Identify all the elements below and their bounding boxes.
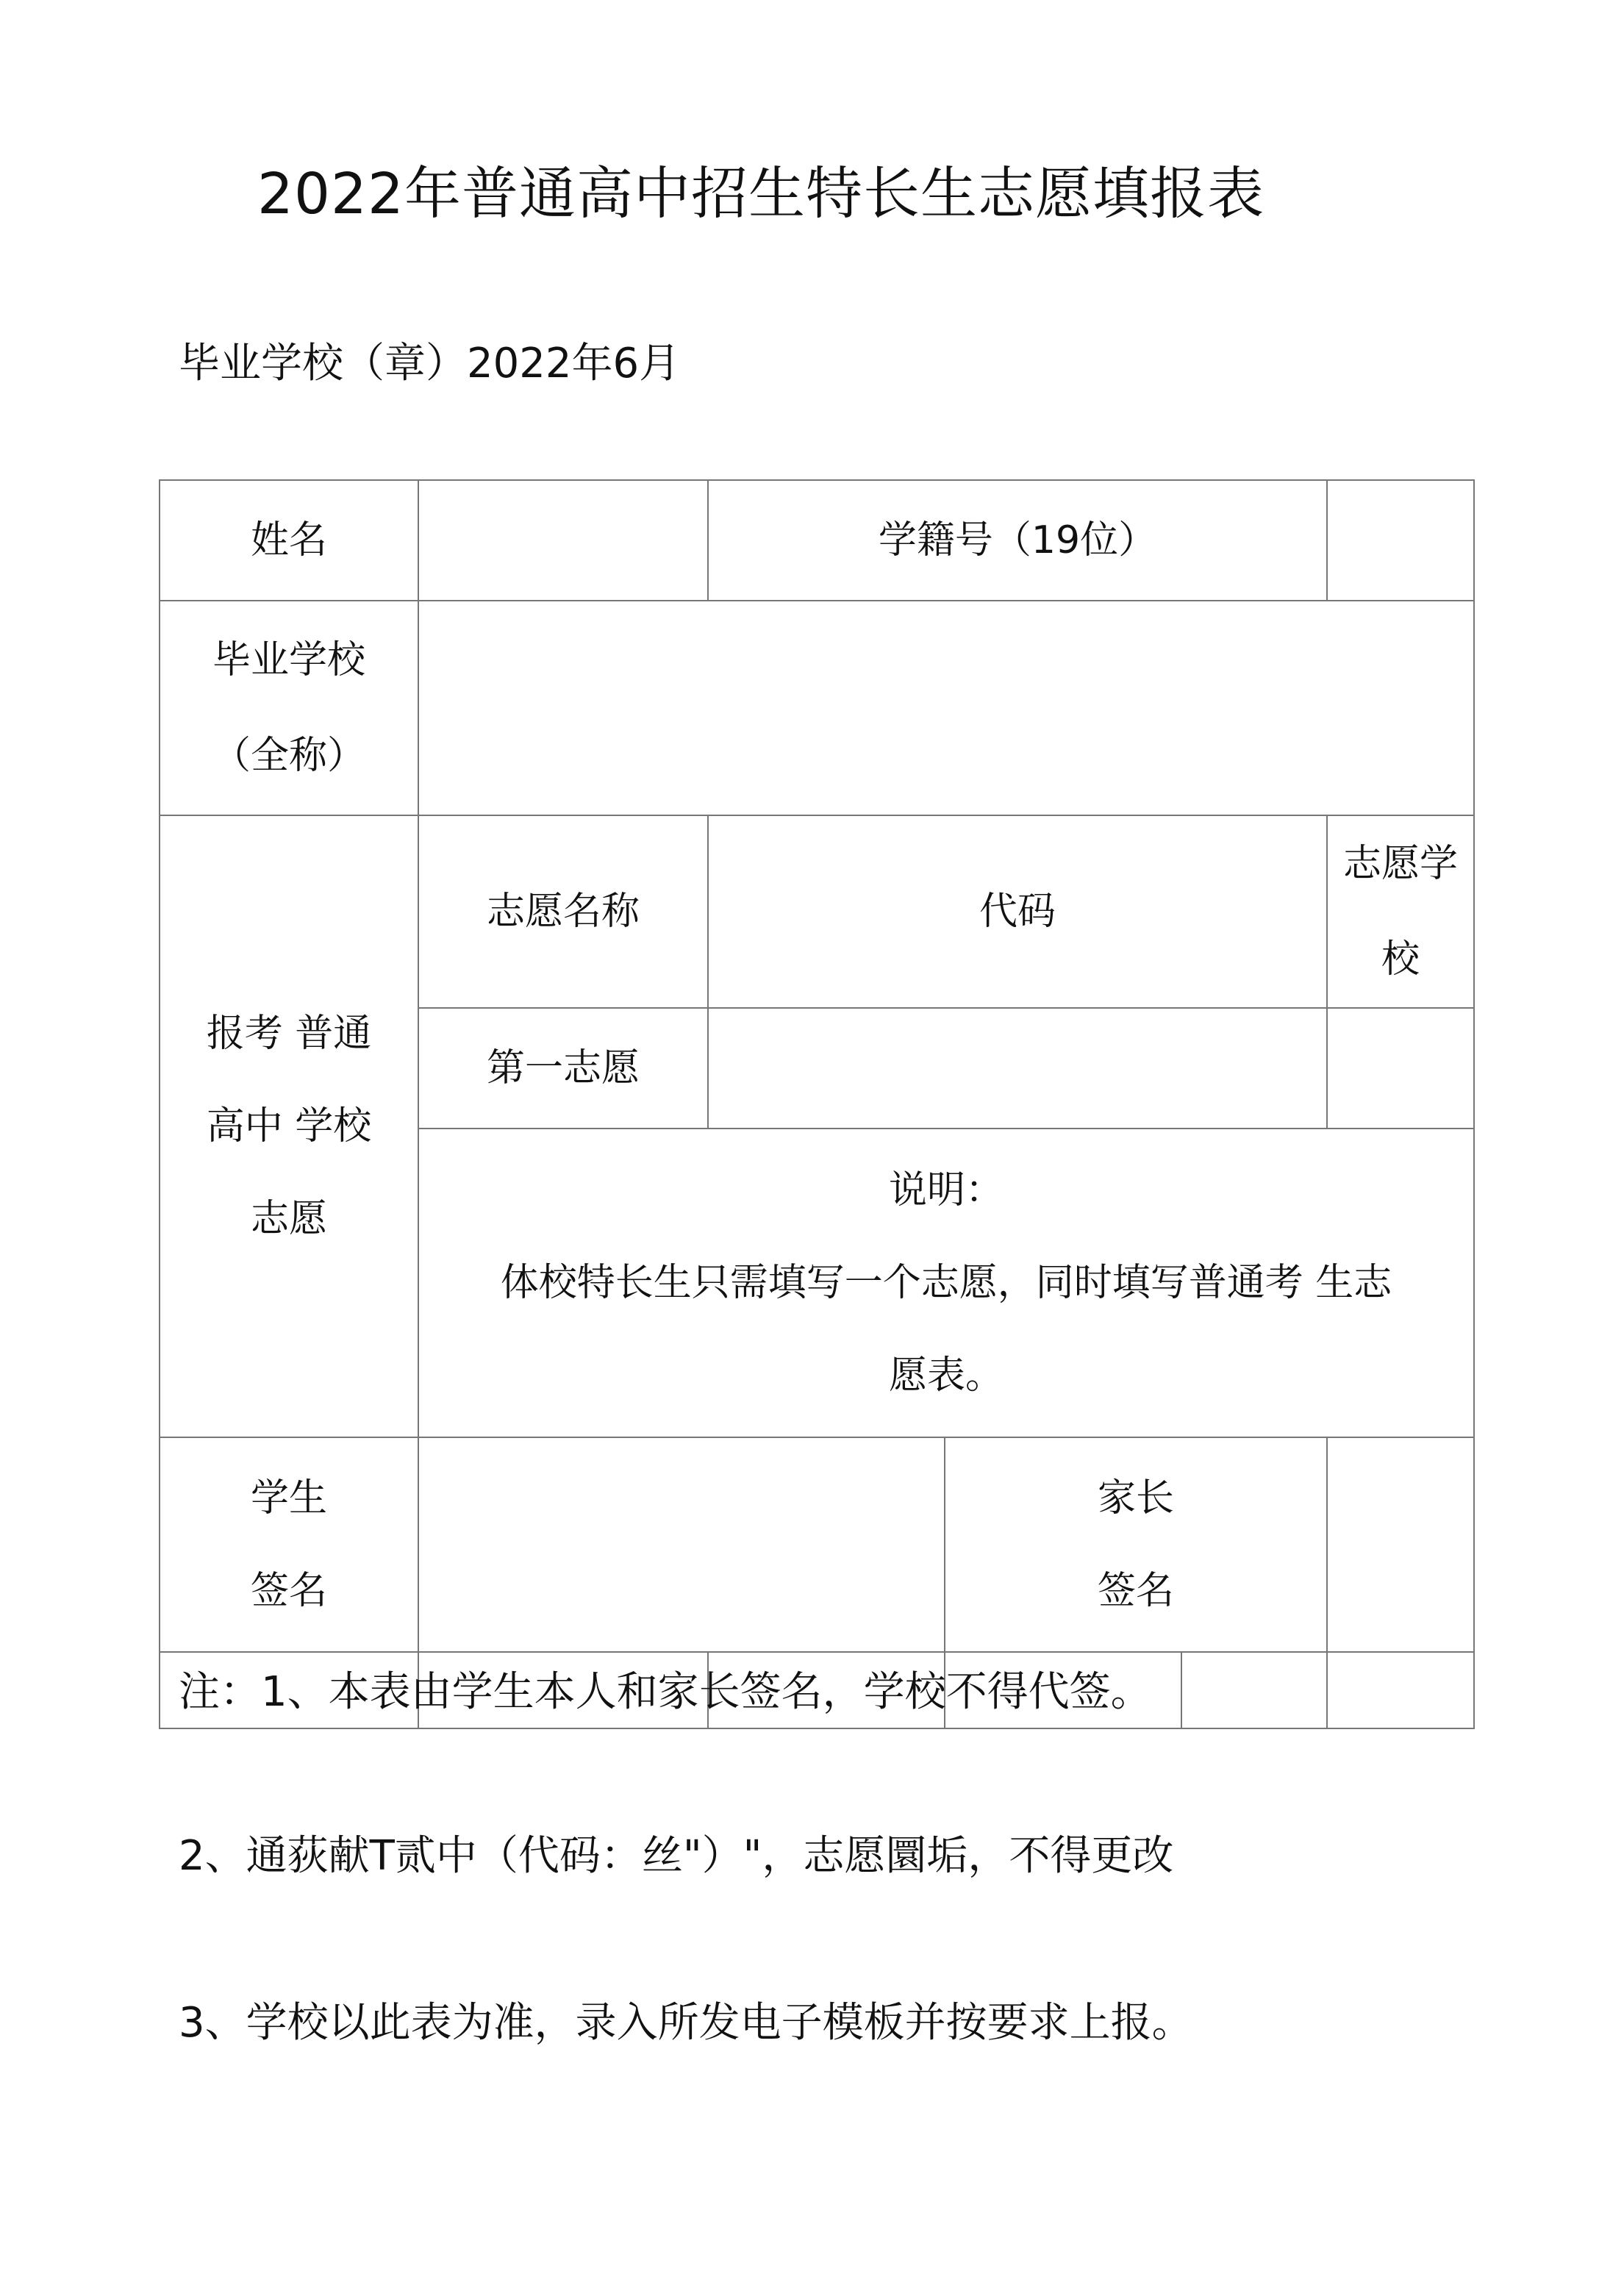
instructions-cell: [418, 1129, 1474, 1437]
choice-school-header: 志愿学校: [1327, 815, 1474, 1008]
row-name-student-id: [160, 480, 1474, 601]
document-title: 2022年普通高中招生特长生志愿填报表: [257, 162, 1264, 227]
choice-code-header: 代码: [708, 815, 1327, 1008]
application-form-table: [159, 479, 1475, 1729]
graduating-school-label-line2: （全称）: [212, 734, 365, 778]
note-2: 2、通荻献T贰中（代码：丝"）"，志愿圜垢，不得更改: [179, 1832, 1174, 1880]
student-id-label: 学籍号（19位）: [708, 480, 1327, 601]
choice-section-label-line2: 高中 学校: [206, 1104, 372, 1148]
instructions-line1: 体校特长生只需填写一个志愿，同时填写普通考 生志: [500, 1261, 1392, 1305]
school-stamp-date-line: 毕业学校（章）2022年6月: [179, 340, 681, 387]
parent-signature-field[interactable]: [1327, 1437, 1474, 1652]
name-label: 姓名: [160, 480, 418, 601]
parent-signature-label-line1: 家长: [1098, 1476, 1175, 1520]
student-signature-field[interactable]: [418, 1437, 945, 1652]
instructions-line2: 愿表。: [889, 1353, 1004, 1398]
parent-signature-label-line2: 签名: [1098, 1569, 1175, 1613]
first-choice-label: 第一志愿: [418, 1008, 708, 1129]
row-choice-header: [160, 815, 1474, 1008]
student-signature-label: [160, 1437, 418, 1652]
blank-cell: [1327, 1652, 1474, 1728]
row-graduating-school: [160, 601, 1474, 815]
student-signature-label-line2: 签名: [250, 1569, 327, 1613]
choice-name-header: 志愿名称: [418, 815, 708, 1008]
student-signature-label-line1: 学生: [250, 1476, 327, 1520]
name-field[interactable]: [418, 480, 708, 601]
note-1: 注：1、本表由学生本人和家长签名，学校不得代签。: [179, 1668, 1152, 1716]
parent-signature-label: [945, 1437, 1327, 1652]
choice-section-label-line3: 志愿: [250, 1197, 327, 1241]
first-choice-school-field[interactable]: [1327, 1008, 1474, 1129]
first-choice-code-field[interactable]: [708, 1008, 1327, 1129]
row-signatures: [160, 1437, 1474, 1652]
choice-section-label-line1: 报考 普通: [206, 1012, 372, 1056]
blank-cell: [1181, 1652, 1327, 1728]
graduating-school-label: [160, 601, 418, 815]
graduating-school-label-line1: 毕业学校: [212, 638, 365, 682]
student-id-field[interactable]: [1327, 480, 1474, 601]
choice-section-label: [160, 815, 418, 1437]
graduating-school-field[interactable]: [418, 601, 1474, 815]
note-3: 3、学校以此表为准，录入所发电子模板并按要求上报。: [179, 1999, 1193, 2047]
instructions-title: 说明：: [889, 1168, 1004, 1212]
